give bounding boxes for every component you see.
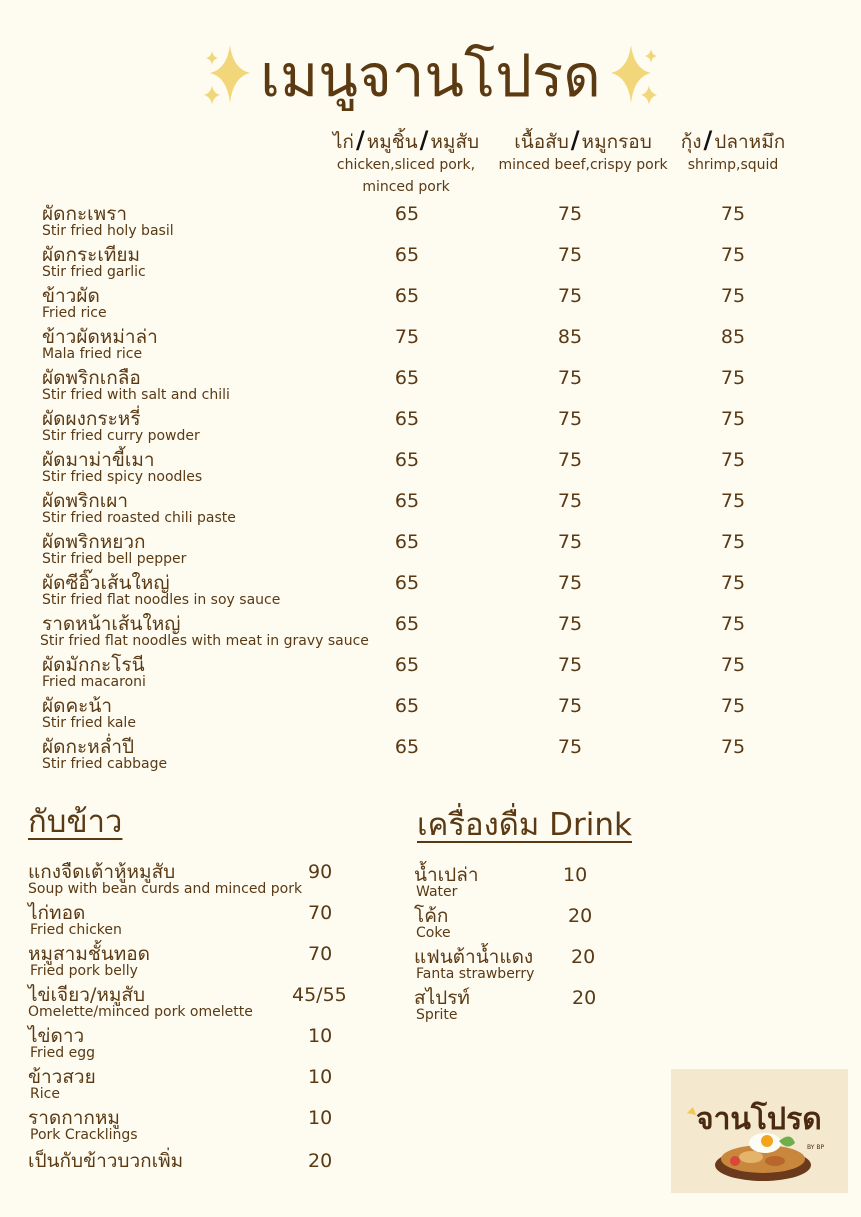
price-col-2: 75	[557, 572, 583, 594]
price-col-1: 65	[394, 408, 420, 430]
price-col-1: 65	[394, 244, 420, 266]
dish-name-en: Stir fried roasted chili paste	[42, 510, 236, 526]
list-item	[28, 1024, 358, 1065]
dish-name-en: Stir fried curry powder	[42, 428, 200, 444]
col3-meat-2: ปลาหมึก	[714, 131, 786, 153]
dish-name-en: Stir fried bell pepper	[42, 551, 187, 567]
drink-name-en: Fanta strawberry	[416, 966, 535, 982]
col2-meat-1: เนื้อสับ	[514, 131, 569, 153]
price-col-3: 75	[720, 449, 746, 471]
side-dish-price: 10	[308, 1107, 333, 1129]
price-col-3: 75	[720, 408, 746, 430]
list-item	[28, 942, 358, 983]
side-dish-price: 20	[308, 1150, 333, 1172]
slash-divider: /	[570, 126, 580, 154]
col2-english-line-1: minced beef,crispy pork	[498, 157, 668, 173]
menu-row	[0, 489, 861, 530]
price-col-2: 75	[557, 736, 583, 758]
restaurant-logo	[671, 1069, 848, 1193]
drink-name-th: โค้ก	[414, 905, 449, 927]
dish-name-en: Stir fried cabbage	[42, 756, 168, 772]
menu-row	[0, 653, 861, 694]
side-dish-name-th: ราดกากหมู	[28, 1107, 120, 1129]
list-item	[414, 863, 614, 904]
col1-meat-3: หมูสับ	[430, 131, 480, 153]
price-col-3: 85	[720, 326, 746, 348]
dish-name-th: ผัดกะหล่ำปี	[42, 736, 135, 758]
price-col-1: 65	[394, 572, 420, 594]
col3-english-line-1: shrimp,squid	[687, 157, 779, 173]
price-col-3: 75	[720, 203, 746, 225]
col1-meat-2: หมูชิ้น	[366, 131, 418, 153]
menu-row	[0, 407, 861, 448]
dish-name-th: ผัดคะน้า	[42, 695, 113, 717]
side-dish-name-en: Omelette/minced pork omelette	[28, 1004, 253, 1020]
menu-row	[0, 735, 861, 776]
price-col-1: 65	[394, 654, 420, 676]
side-dish-name-en: Fried egg	[30, 1045, 96, 1061]
price-col-2: 75	[557, 408, 583, 430]
dish-name-th: ผัดพริกเกลือ	[42, 367, 141, 389]
side-dish-price: 10	[308, 1066, 333, 1088]
slash-divider: /	[419, 126, 429, 154]
col2-meat-2: หมูกรอบ	[581, 131, 652, 153]
menu-title	[0, 22, 861, 126]
side-dish-price: 70	[308, 902, 333, 924]
price-col-2: 75	[557, 613, 583, 635]
price-col-2: 75	[557, 531, 583, 553]
side-dish-name-en: Pork Cracklings	[30, 1127, 138, 1143]
price-col-3: 75	[720, 613, 746, 635]
menu-row	[0, 366, 861, 407]
dish-name-en: Stir fried with salt and chili	[42, 387, 230, 403]
menu-row	[0, 284, 861, 325]
dish-name-th: ผัดพริกเผา	[42, 490, 129, 512]
side-dish-name-en: Soup with bean curds and minced pork	[28, 881, 303, 897]
list-item	[28, 1065, 358, 1106]
list-item	[414, 986, 614, 1027]
dish-name-th: ราดหน้าเส้นใหญ่	[42, 613, 181, 635]
dish-name-en: Fried macaroni	[42, 674, 146, 690]
price-col-2: 75	[557, 285, 583, 307]
price-col-1: 75	[394, 326, 420, 348]
price-col-1: 65	[394, 203, 420, 225]
list-item	[28, 983, 358, 1024]
price-col-2: 75	[557, 449, 583, 471]
price-col-3: 75	[720, 736, 746, 758]
menu-row	[0, 530, 861, 571]
dish-name-th: ผัดซีอิ๊วเส้นใหญ่	[42, 572, 170, 594]
price-col-2: 75	[557, 203, 583, 225]
slash-divider: /	[703, 126, 713, 154]
column-header-2	[494, 128, 672, 176]
price-col-2: 75	[557, 654, 583, 676]
sparkle-icon	[200, 41, 256, 111]
logo-graphic	[671, 1069, 848, 1193]
column-header-1	[310, 128, 502, 198]
price-col-1: 65	[394, 367, 420, 389]
dish-name-th: ผัดกระเทียม	[42, 244, 141, 266]
side-dish-name-en: Fried pork belly	[30, 963, 138, 979]
dish-name-th: ผัดมักกะโรนี	[42, 654, 145, 676]
list-item	[28, 860, 358, 901]
drink-name-th: สไปรท์	[414, 987, 470, 1009]
list-item	[28, 1149, 358, 1190]
dish-name-th: ผัดผงกระหรี่	[42, 408, 141, 430]
dish-name-th: ข้าวผัด	[42, 285, 100, 307]
price-col-1: 65	[394, 695, 420, 717]
menu-row	[0, 325, 861, 366]
col1-english-line-1: chicken,sliced pork,	[336, 157, 476, 173]
dish-name-en: Stir fried spicy noodles	[42, 469, 203, 485]
price-col-3: 75	[720, 490, 746, 512]
drink-name-en: Water	[416, 884, 458, 900]
drink-price: 20	[571, 946, 596, 968]
dish-name-th: ผัดกะเพรา	[42, 203, 128, 225]
col3-meat-1: กุ้ง	[680, 131, 702, 153]
dish-name-en: Stir fried garlic	[42, 264, 146, 280]
dish-name-en: Stir fried kale	[42, 715, 136, 731]
menu-row	[0, 448, 861, 489]
dish-name-th: ผัดมาม่าขี้เมา	[42, 449, 155, 471]
price-col-3: 75	[720, 654, 746, 676]
drink-name-en: Sprite	[416, 1007, 458, 1023]
menu-row	[0, 243, 861, 284]
price-col-3: 75	[720, 244, 746, 266]
price-col-2: 75	[557, 367, 583, 389]
price-col-1: 65	[394, 736, 420, 758]
menu-row	[0, 612, 861, 653]
dish-name-en: Stir fried holy basil	[42, 223, 174, 239]
menu-row	[0, 571, 861, 612]
price-col-2: 75	[557, 244, 583, 266]
price-col-3: 75	[720, 367, 746, 389]
drink-name-en: Coke	[416, 925, 451, 941]
side-dish-name-th: ไก่ทอด	[28, 902, 86, 924]
menu-row	[0, 694, 861, 735]
side-dish-name-en: Fried chicken	[30, 922, 122, 938]
price-col-1: 65	[394, 613, 420, 635]
side-dish-name-en: Rice	[30, 1086, 60, 1102]
list-item	[28, 901, 358, 942]
price-col-2: 85	[557, 326, 583, 348]
side-dish-name-th: แกงจืดเต้าหู้หมูสับ	[28, 861, 176, 883]
dish-name-en: Stir fried flat noodles in soy sauce	[42, 592, 281, 608]
drink-name-th: แฟนต้าน้ำแดง	[414, 946, 534, 968]
side-dish-name-th: ไข่ดาว	[28, 1025, 85, 1047]
drinks-title: เครื่องดื่ม Drink	[417, 807, 632, 843]
dish-name-th: ผัดพริกหยวก	[42, 531, 146, 553]
slash-divider: /	[355, 126, 365, 154]
dish-name-en: Fried rice	[42, 305, 107, 321]
side-dish-price: 45/55	[292, 984, 347, 1006]
price-col-3: 75	[720, 531, 746, 553]
side-dish-price: 10	[308, 1025, 333, 1047]
price-col-1: 65	[394, 449, 420, 471]
side-dish-price: 90	[308, 861, 333, 883]
logo-byline: BY BP	[807, 1144, 825, 1151]
dish-name-en: Stir fried flat noodles with meat in gravy sauce	[40, 633, 369, 649]
list-item	[28, 1106, 358, 1147]
side-dish-price: 70	[308, 943, 333, 965]
menu-row	[0, 202, 861, 243]
col1-meat-1: ไก่	[332, 131, 354, 153]
price-col-1: 65	[394, 490, 420, 512]
col1-english-line-2: minced pork	[362, 179, 450, 195]
side-dish-name-th: หมูสามชั้นทอด	[28, 943, 150, 965]
column-header-3	[673, 128, 793, 176]
price-col-2: 75	[557, 695, 583, 717]
side-dish-name-th: ไข่เจียว/หมูสับ	[28, 984, 146, 1006]
drink-price: 10	[563, 864, 588, 886]
sparkle-icon	[605, 41, 661, 111]
price-col-1: 65	[394, 531, 420, 553]
dish-name-en: Mala fried rice	[42, 346, 143, 362]
dish-name-th: ข้าวผัดหม่าล่า	[42, 326, 158, 348]
side-dish-name-th: เป็นกับข้าวบวกเพิ่ม	[28, 1150, 184, 1172]
drink-price: 20	[572, 987, 597, 1009]
price-col-3: 75	[720, 285, 746, 307]
side-dishes-title: กับข้าว	[28, 804, 123, 840]
price-col-3: 75	[720, 695, 746, 717]
title-text: เมนูจานโปรด	[260, 41, 601, 110]
price-col-3: 75	[720, 572, 746, 594]
logo-text: จานโปรด	[696, 1102, 822, 1137]
side-dish-name-th: ข้าวสวย	[28, 1066, 96, 1088]
list-item	[414, 904, 614, 945]
drink-price: 20	[568, 905, 593, 927]
price-col-1: 65	[394, 285, 420, 307]
list-item	[414, 945, 614, 986]
price-col-2: 75	[557, 490, 583, 512]
drink-name-th: น้ำเปล่า	[414, 864, 479, 886]
